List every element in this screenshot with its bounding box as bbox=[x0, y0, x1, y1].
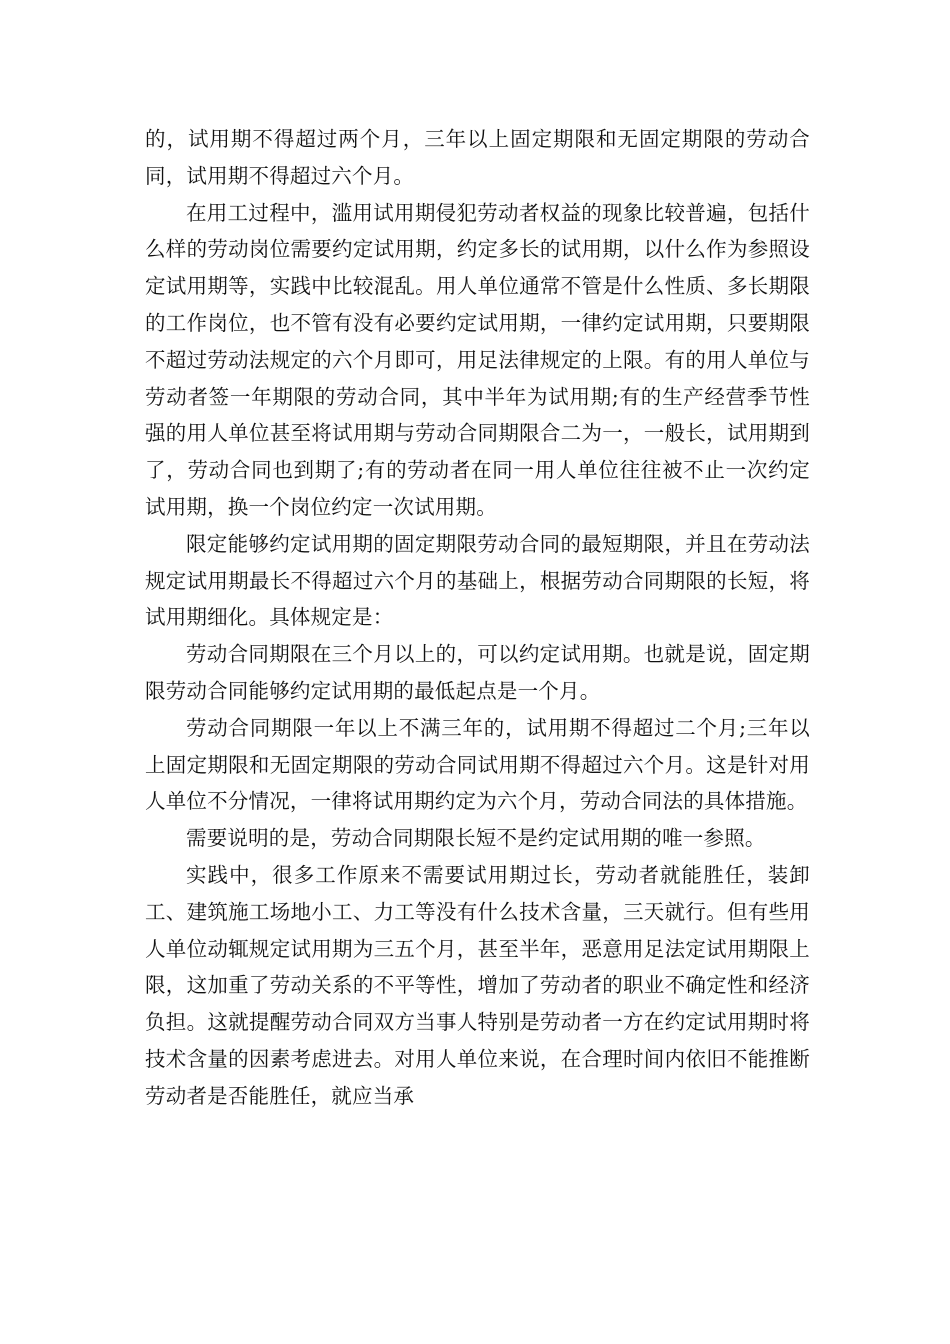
paragraph-3: 限定能够约定试用期的固定期限劳动合同的最短期限，并且在劳动法规定试用期最长不得超过六个月的基础上，根据劳动合同期限的长短，将试用期细化。具体规定是： bbox=[145, 531, 810, 630]
paragraph-4: 劳动合同期限在三个月以上的，可以约定试用期。也就是说，固定期限劳动合同能够约定试用期的最低起点是一个月。 bbox=[145, 642, 810, 703]
paragraph-6: 需要说明的是，劳动合同期限长短不是约定试用期的唯一参照。 bbox=[186, 826, 766, 851]
paragraph-7: 实践中，很多工作原来不需要试用期过长，劳动者就能胜任，装卸工、建筑施工场地小工、力工等没有什么技术含量，三天就行。但有些用人单位动辄规定试用期为三五个月，甚至半年，恶意用足法定试用期限上限，这加重了劳动关系的不平等性，增加了劳动者的职业不确定性和经济负担。这就提醒劳动合同双方当事人特别是劳动者一方在约定试用期时将技术含量的因素考虑进去。对用人单位来说，在合理时间内依旧不能推断劳动者是否能胜任，就应当承 bbox=[145, 862, 810, 1108]
paragraph-1: 的，试用期不得超过两个月，三年以上固定期限和无固定期限的劳动合同，试用期不得超过六个月。 bbox=[145, 127, 810, 188]
paragraph-5: 劳动合同期限一年以上不满三年的，试用期不得超过二个月;三年以上固定期限和无固定期限的劳动合同试用期不得超过六个月。这是针对用人单位不分情况，一律将试用期约定为六个月，劳动合同法的具体措施。 bbox=[145, 715, 810, 814]
body-text bbox=[145, 121, 810, 1115]
paragraph-2: 在用工过程中，滥用试用期侵犯劳动者权益的现象比较普遍，包括什么样的劳动岗位需要约定试用期，约定多长的试用期，以什么作为参照设定试用期等，实践中比较混乱。用人单位通常不管是什么性质、多长期限的工作岗位，也不管有没有必要约定试用期，一律约定试用期，只要期限不超过劳动法规定的六个月即可，用足法律规定的上限。有的用人单位与劳动者签一年期限的劳动合同，其中半年为试用期;有的生产经营季节性强的用人单位甚至将试用期与劳动合同期限合二为一，一般长，试用期到了，劳动合同也到期了;有的劳动者在同一用人单位往往被不止一次约定试用期，换一个岗位约定一次试用期。 bbox=[145, 200, 810, 519]
